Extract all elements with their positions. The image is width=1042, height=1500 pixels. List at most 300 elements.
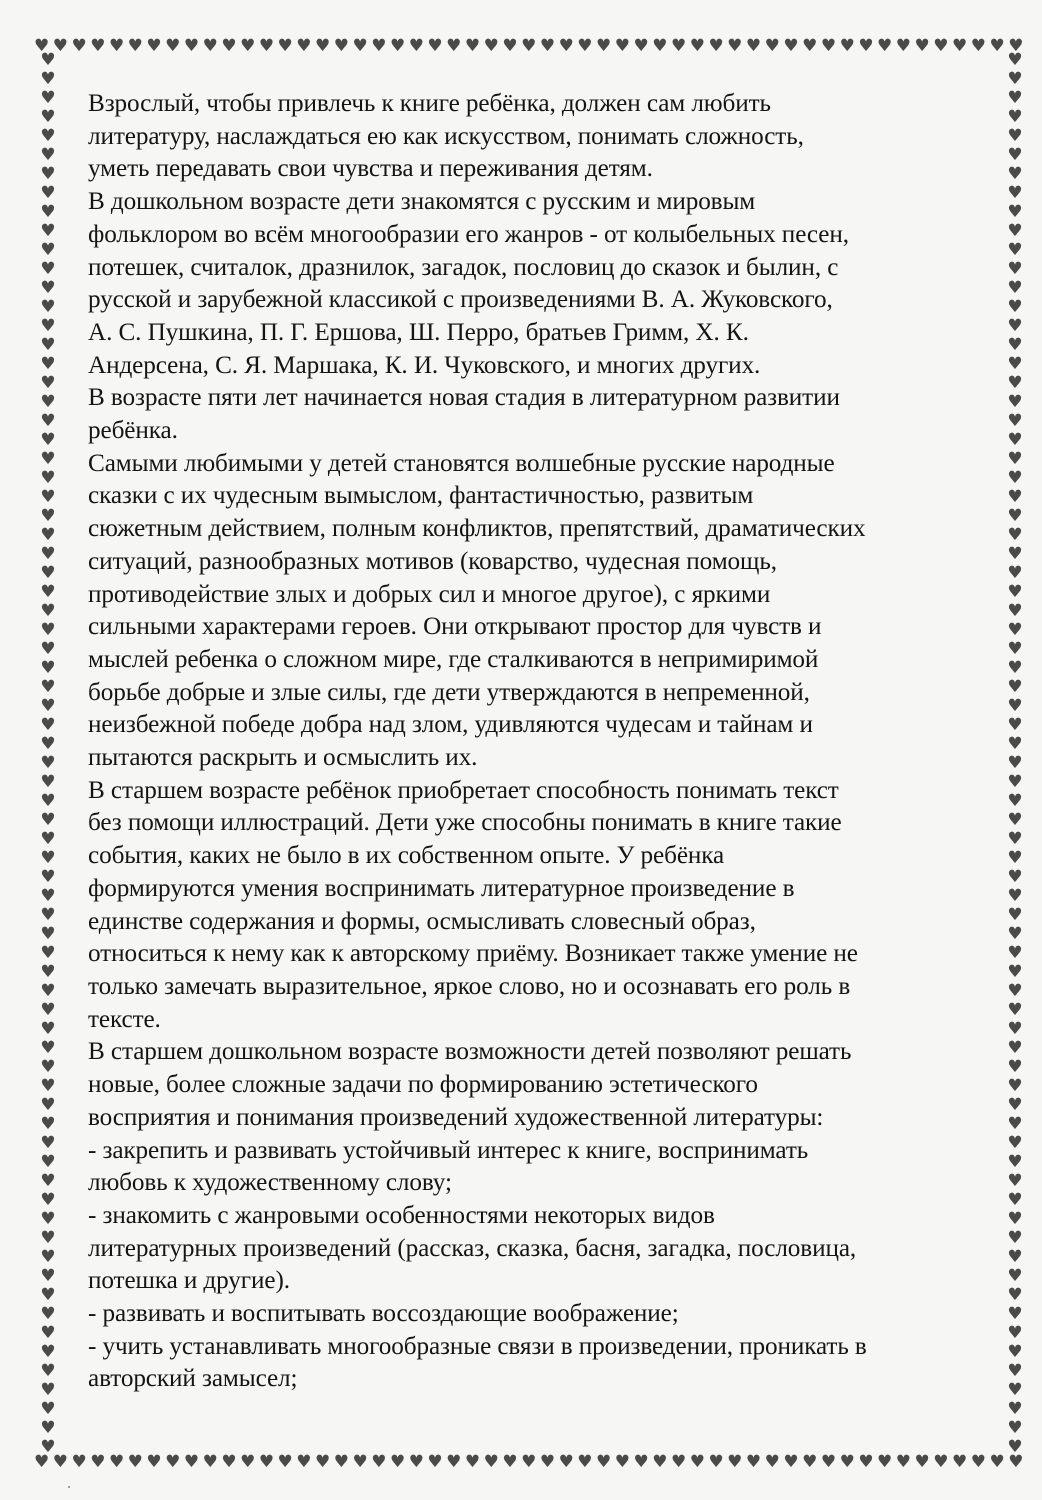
heart-icon: ♥ <box>895 1452 912 1472</box>
heart-icon: ♥ <box>1007 1361 1023 1381</box>
heart-icon: ♥ <box>40 240 56 260</box>
heart-icon: ♥ <box>277 36 293 56</box>
heart-icon: ♥ <box>1007 316 1023 336</box>
heart-icon: ♥ <box>40 563 56 583</box>
heart-icon: ♥ <box>40 164 56 184</box>
heart-icon: ♥ <box>389 36 406 56</box>
heart-icon: ♥ <box>40 468 56 488</box>
heart-icon: ♥ <box>40 411 56 431</box>
heart-icon: ♥ <box>1007 69 1023 89</box>
text-line: - закрепить и развивать устойчивый интерес к книге, воспринимать <box>88 1136 809 1164</box>
text-line: сюжетным действием, полным конфликтов, препятствий, драматических <box>88 515 866 543</box>
heart-icon: ♥ <box>40 620 56 640</box>
text-line: единстве содержания и формы, осмысливать словесный образ, <box>88 907 756 935</box>
heart-icon: ♥ <box>40 354 56 374</box>
heart-icon: ♥ <box>40 772 56 792</box>
heart-icon: ♥ <box>914 36 930 56</box>
heart-icon: ♥ <box>1007 677 1023 697</box>
heart-icon: ♥ <box>40 981 56 1001</box>
heart-icon: ♥ <box>1007 107 1023 127</box>
text-line: события, каких не было в их собственном опыте. У ребёнка <box>88 842 725 870</box>
heart-icon: ♥ <box>408 1452 424 1472</box>
heart-icon: ♥ <box>652 1452 668 1472</box>
heart-icon: ♥ <box>371 36 387 56</box>
scan-speck <box>68 1486 70 1488</box>
heart-icon: ♥ <box>40 1361 56 1381</box>
heart-icon: ♥ <box>502 36 518 56</box>
heart-icon: ♥ <box>40 316 56 336</box>
heart-icon: ♥ <box>40 943 56 963</box>
heart-icon: ♥ <box>40 734 56 754</box>
heart-icon: ♥ <box>40 1399 56 1419</box>
heart-icon: ♥ <box>1007 563 1023 583</box>
text-line: без помощи иллюстраций. Дети уже способны понимать в книге такие <box>88 809 842 837</box>
heart-border-top <box>34 36 1024 56</box>
heart-icon: ♥ <box>1007 1247 1023 1267</box>
heart-icon: ♥ <box>1007 468 1023 488</box>
heart-icon: ♥ <box>1007 392 1023 412</box>
heart-icon: ♥ <box>1007 1304 1023 1324</box>
heart-icon: ♥ <box>40 601 56 621</box>
heart-icon: ♥ <box>40 848 56 868</box>
heart-icon: ♥ <box>1007 525 1023 545</box>
heart-icon: ♥ <box>40 867 56 887</box>
text-line: любовь к художественному слову; <box>88 1169 452 1197</box>
heart-icon: ♥ <box>1007 582 1023 602</box>
heart-icon: ♥ <box>52 36 68 56</box>
heart-icon: ♥ <box>614 1452 631 1472</box>
heart-icon: ♥ <box>1007 487 1023 507</box>
heart-icon: ♥ <box>40 1380 56 1400</box>
text-line: пытаются раскрыть и осмыслить их. <box>88 744 478 772</box>
heart-icon: ♥ <box>40 430 56 450</box>
heart-icon: ♥ <box>1007 734 1023 754</box>
heart-icon: ♥ <box>558 1452 574 1472</box>
heart-icon: ♥ <box>633 1452 649 1472</box>
heart-icon: ♥ <box>1008 36 1024 56</box>
heart-icon: ♥ <box>296 1452 312 1472</box>
heart-icon: ♥ <box>783 36 799 56</box>
heart-icon: ♥ <box>40 1228 56 1248</box>
text-line: литературу, наслаждаться ею как искусством, понимать сложность, <box>88 122 804 150</box>
text-line: литературных произведений (рассказ, сказка, басня, загадка, пословица, <box>88 1234 857 1262</box>
text-line: потешка и другие). <box>88 1267 290 1295</box>
heart-icon: ♥ <box>371 1452 387 1472</box>
heart-icon: ♥ <box>483 36 499 56</box>
heart-icon: ♥ <box>40 544 56 564</box>
heart-icon: ♥ <box>40 1285 56 1305</box>
heart-icon: ♥ <box>652 36 668 56</box>
heart-icon: ♥ <box>40 639 56 659</box>
text-line: Андерсена, С. Я. Маршака, К. И. Чуковского, и многих других. <box>88 351 761 379</box>
text-line: формируются умения воспринимать литературное произведение в <box>88 874 795 902</box>
heart-icon: ♥ <box>146 1452 162 1472</box>
heart-icon: ♥ <box>1007 1323 1023 1343</box>
text-line: А. С. Пушкина, П. Г. Ершова, Ш. Перро, братьев Гримм, Х. К. <box>88 318 749 346</box>
heart-icon: ♥ <box>1007 886 1023 906</box>
heart-icon: ♥ <box>40 278 56 298</box>
heart-icon: ♥ <box>40 525 56 545</box>
heart-icon: ♥ <box>1007 867 1023 887</box>
heart-icon: ♥ <box>389 1452 406 1472</box>
heart-icon: ♥ <box>183 36 200 56</box>
heart-icon: ♥ <box>1007 373 1023 393</box>
heart-icon: ♥ <box>539 36 556 56</box>
text-line: только замечать выразительное, яркое слово, но и осознавать его роль в <box>88 972 851 1000</box>
heart-icon: ♥ <box>633 36 649 56</box>
heart-icon: ♥ <box>1007 354 1023 374</box>
heart-icon: ♥ <box>1007 753 1023 773</box>
heart-icon: ♥ <box>1007 905 1023 925</box>
heart-icon: ♥ <box>521 1452 537 1472</box>
heart-icon: ♥ <box>40 1133 56 1153</box>
heart-icon: ♥ <box>40 126 56 146</box>
heart-icon: ♥ <box>40 1342 56 1362</box>
heart-icon: ♥ <box>970 1452 986 1472</box>
heart-icon: ♥ <box>34 1452 50 1472</box>
text-line: - развивать и воспитывать воссоздающие воображение; <box>88 1300 679 1328</box>
text-line: ребёнка. <box>88 417 178 445</box>
text-line: тексте. <box>88 1005 161 1033</box>
heart-icon: ♥ <box>315 36 331 56</box>
heart-icon: ♥ <box>820 36 837 56</box>
heart-icon: ♥ <box>90 36 106 56</box>
heart-icon: ♥ <box>40 1114 56 1134</box>
heart-icon: ♥ <box>1007 1209 1023 1229</box>
text-line: В дошкольном возрасте дети знакомятся с русским и мировым <box>88 188 756 216</box>
heart-icon: ♥ <box>951 36 968 56</box>
text-line: сказки с их чудесным вымыслом, фантастичностью, развитым <box>88 482 754 510</box>
heart-icon: ♥ <box>40 52 56 70</box>
heart-icon: ♥ <box>1007 810 1023 830</box>
heart-icon: ♥ <box>1007 715 1023 735</box>
heart-icon: ♥ <box>1007 924 1023 944</box>
heart-icon: ♥ <box>1007 259 1023 279</box>
heart-icon: ♥ <box>689 36 705 56</box>
heart-icon: ♥ <box>40 335 56 355</box>
heart-icon: ♥ <box>40 924 56 944</box>
heart-icon: ♥ <box>933 1452 949 1472</box>
text-line: мыслей ребенка о сложном мире, где сталкиваются в непримиримой <box>88 645 819 673</box>
heart-icon: ♥ <box>40 658 56 678</box>
heart-icon: ♥ <box>1007 848 1023 868</box>
heart-icon: ♥ <box>108 36 125 56</box>
text-line: русской и зарубежной классикой с произведениями В. А. Жуковского, <box>88 286 833 314</box>
heart-icon: ♥ <box>40 1418 56 1438</box>
heart-icon: ♥ <box>40 1437 56 1457</box>
heart-icon: ♥ <box>839 1452 855 1472</box>
heart-icon: ♥ <box>1007 1095 1023 1115</box>
heart-icon: ♥ <box>689 1452 705 1472</box>
heart-icon: ♥ <box>577 36 593 56</box>
heart-icon: ♥ <box>670 36 687 56</box>
heart-icon: ♥ <box>40 791 56 811</box>
heart-icon: ♥ <box>146 36 162 56</box>
heart-icon: ♥ <box>1007 1114 1023 1134</box>
heart-icon: ♥ <box>240 36 256 56</box>
heart-icon: ♥ <box>596 36 612 56</box>
heart-icon: ♥ <box>40 373 56 393</box>
text-line: В старшем дошкольном возрасте возможности детей позволяют решать <box>88 1038 852 1066</box>
heart-icon: ♥ <box>1007 88 1023 108</box>
heart-icon: ♥ <box>40 1076 56 1096</box>
heart-icon: ♥ <box>427 36 443 56</box>
heart-icon: ♥ <box>877 1452 893 1472</box>
heart-icon: ♥ <box>127 1452 143 1472</box>
text-line: относиться к нему как к авторскому приёму. Возникает также умение не <box>88 940 858 968</box>
heart-icon: ♥ <box>783 1452 799 1472</box>
heart-icon: ♥ <box>40 582 56 602</box>
heart-icon: ♥ <box>352 1452 368 1472</box>
heart-icon: ♥ <box>90 1452 106 1472</box>
heart-icon: ♥ <box>240 1452 256 1472</box>
heart-icon: ♥ <box>202 1452 218 1472</box>
heart-icon: ♥ <box>614 36 631 56</box>
heart-icon: ♥ <box>40 145 56 165</box>
heart-icon: ♥ <box>352 36 368 56</box>
heart-icon: ♥ <box>40 1266 56 1286</box>
heart-icon: ♥ <box>52 1452 68 1472</box>
text-line: уметь передавать свои чувства и переживания детям. <box>88 155 653 183</box>
heart-icon: ♥ <box>40 1000 56 1020</box>
heart-icon: ♥ <box>727 1452 743 1472</box>
heart-icon: ♥ <box>802 36 818 56</box>
text-line: потешек, считалок, дразнилок, загадок, пословиц до сказок и былин, с <box>88 253 839 281</box>
heart-icon: ♥ <box>933 36 949 56</box>
heart-icon: ♥ <box>1007 145 1023 165</box>
heart-icon: ♥ <box>40 1038 56 1058</box>
heart-icon: ♥ <box>895 36 912 56</box>
heart-icon: ♥ <box>802 1452 818 1472</box>
heart-icon: ♥ <box>71 1452 87 1472</box>
heart-icon: ♥ <box>914 1452 930 1472</box>
heart-icon: ♥ <box>539 1452 556 1472</box>
heart-icon: ♥ <box>40 506 56 526</box>
text-line: - знакомить с жанровыми особенностями некоторых видов <box>88 1201 715 1229</box>
text-line: неизбежной победе добра над злом, удивляются чудесам и тайнам и <box>88 711 813 739</box>
heart-icon: ♥ <box>40 449 56 469</box>
heart-icon: ♥ <box>1007 620 1023 640</box>
heart-icon: ♥ <box>1007 943 1023 963</box>
heart-icon: ♥ <box>40 183 56 203</box>
heart-icon: ♥ <box>1007 52 1023 70</box>
heart-icon: ♥ <box>40 905 56 925</box>
heart-icon: ♥ <box>1007 1285 1023 1305</box>
heart-icon: ♥ <box>40 392 56 412</box>
heart-icon: ♥ <box>1007 829 1023 849</box>
heart-icon: ♥ <box>165 1452 181 1472</box>
heart-icon: ♥ <box>40 88 56 108</box>
heart-icon: ♥ <box>40 677 56 697</box>
heart-icon: ♥ <box>40 753 56 773</box>
heart-icon: ♥ <box>315 1452 331 1472</box>
heart-icon: ♥ <box>1007 658 1023 678</box>
heart-icon: ♥ <box>521 36 537 56</box>
heart-icon: ♥ <box>40 1019 56 1039</box>
heart-icon: ♥ <box>1007 1019 1023 1039</box>
heart-icon: ♥ <box>970 36 986 56</box>
heart-icon: ♥ <box>40 202 56 222</box>
heart-icon: ♥ <box>40 1304 56 1324</box>
heart-icon: ♥ <box>427 1452 443 1472</box>
text-line: Самыми любимыми у детей становятся волшебные русские народные <box>88 449 835 477</box>
heart-icon: ♥ <box>745 1452 762 1472</box>
heart-icon: ♥ <box>40 221 56 241</box>
heart-icon: ♥ <box>1007 601 1023 621</box>
heart-icon: ♥ <box>1007 639 1023 659</box>
document-body <box>88 88 993 1396</box>
text-line: авторский замысел; <box>88 1365 298 1393</box>
text-line: В старшем возрасте ребёнок приобретает способность понимать текст <box>88 776 839 804</box>
heart-icon: ♥ <box>165 36 181 56</box>
heart-icon: ♥ <box>464 36 481 56</box>
heart-icon: ♥ <box>1007 1133 1023 1153</box>
heart-icon: ♥ <box>1007 1266 1023 1286</box>
heart-border-left <box>38 52 58 1457</box>
heart-icon: ♥ <box>596 1452 612 1472</box>
heart-icon: ♥ <box>127 36 143 56</box>
heart-icon: ♥ <box>1008 1452 1024 1472</box>
heart-icon: ♥ <box>1007 240 1023 260</box>
heart-icon: ♥ <box>820 1452 837 1472</box>
heart-icon: ♥ <box>40 1095 56 1115</box>
heart-icon: ♥ <box>40 715 56 735</box>
heart-icon: ♥ <box>1007 1228 1023 1248</box>
heart-icon: ♥ <box>1007 772 1023 792</box>
text-line: противодействие злых и добрых сил и многое другое), с яркими <box>88 580 771 608</box>
text-line: новые, более сложные задачи по формированию эстетического <box>88 1071 758 1099</box>
heart-icon: ♥ <box>40 1323 56 1343</box>
heart-icon: ♥ <box>708 1452 724 1472</box>
heart-icon: ♥ <box>483 1452 499 1472</box>
heart-icon: ♥ <box>1007 297 1023 317</box>
heart-icon: ♥ <box>34 36 50 56</box>
heart-icon: ♥ <box>296 36 312 56</box>
heart-icon: ♥ <box>446 36 462 56</box>
heart-icon: ♥ <box>989 36 1005 56</box>
heart-icon: ♥ <box>40 1171 56 1191</box>
heart-icon: ♥ <box>1007 202 1023 222</box>
heart-icon: ♥ <box>40 1190 56 1210</box>
heart-icon: ♥ <box>1007 1152 1023 1172</box>
heart-icon: ♥ <box>108 1452 125 1472</box>
heart-icon: ♥ <box>258 1452 275 1472</box>
heart-icon: ♥ <box>951 1452 968 1472</box>
heart-icon: ♥ <box>558 36 574 56</box>
heart-icon: ♥ <box>1007 981 1023 1001</box>
heart-icon: ♥ <box>221 36 237 56</box>
heart-icon: ♥ <box>858 36 874 56</box>
heart-icon: ♥ <box>1007 221 1023 241</box>
text-line: восприятия и понимания произведений художественной литературы: <box>88 1103 824 1131</box>
heart-icon: ♥ <box>1007 183 1023 203</box>
heart-icon: ♥ <box>1007 1171 1023 1191</box>
text-line: В возрасте пяти лет начинается новая стадия в литературном развитии <box>88 384 840 412</box>
heart-icon: ♥ <box>839 36 855 56</box>
text-line: ситуаций, разнообразных мотивов (коварство, чудесная помощь, <box>88 547 777 575</box>
heart-icon: ♥ <box>1007 506 1023 526</box>
heart-icon: ♥ <box>258 36 275 56</box>
heart-icon: ♥ <box>40 810 56 830</box>
heart-icon: ♥ <box>40 696 56 716</box>
heart-icon: ♥ <box>1007 430 1023 450</box>
text-line: - учить устанавливать многообразные связи в произведении, проникать в <box>88 1332 867 1360</box>
heart-icon: ♥ <box>333 1452 349 1472</box>
heart-icon: ♥ <box>708 36 724 56</box>
heart-icon: ♥ <box>1007 1076 1023 1096</box>
heart-icon: ♥ <box>1007 164 1023 184</box>
heart-icon: ♥ <box>764 36 780 56</box>
heart-icon: ♥ <box>989 1452 1005 1472</box>
heart-icon: ♥ <box>1007 411 1023 431</box>
heart-icon: ♥ <box>40 829 56 849</box>
heart-icon: ♥ <box>40 1247 56 1267</box>
text-line: борьбе добрые и злые силы, где дети утверждаются в непременной, <box>88 678 810 706</box>
heart-icon: ♥ <box>1007 1190 1023 1210</box>
heart-icon: ♥ <box>221 1452 237 1472</box>
heart-icon: ♥ <box>40 69 56 89</box>
heart-icon: ♥ <box>1007 1057 1023 1077</box>
text-line: Взрослый, чтобы привлечь к книге ребёнка, должен сам любить <box>88 90 771 117</box>
heart-icon: ♥ <box>1007 1342 1023 1362</box>
text-line: фольклором во всём многообразии его жанров - от колыбельных песен, <box>88 220 849 248</box>
heart-icon: ♥ <box>577 1452 593 1472</box>
heart-icon: ♥ <box>40 259 56 279</box>
heart-icon: ♥ <box>1007 1000 1023 1020</box>
heart-icon: ♥ <box>40 962 56 982</box>
heart-icon: ♥ <box>40 107 56 127</box>
heart-icon: ♥ <box>333 36 349 56</box>
heart-icon: ♥ <box>40 1057 56 1077</box>
heart-icon: ♥ <box>183 1452 200 1472</box>
heart-icon: ♥ <box>71 36 87 56</box>
heart-border-right <box>1005 52 1025 1457</box>
heart-icon: ♥ <box>1007 962 1023 982</box>
heart-icon: ♥ <box>40 1152 56 1172</box>
heart-icon: ♥ <box>1007 126 1023 146</box>
heart-icon: ♥ <box>40 297 56 317</box>
heart-border-bottom <box>34 1452 1024 1472</box>
heart-icon: ♥ <box>1007 696 1023 716</box>
heart-icon: ♥ <box>877 36 893 56</box>
heart-icon: ♥ <box>40 1209 56 1229</box>
heart-icon: ♥ <box>1007 278 1023 298</box>
heart-icon: ♥ <box>727 36 743 56</box>
heart-icon: ♥ <box>446 1452 462 1472</box>
heart-icon: ♥ <box>1007 1418 1023 1438</box>
heart-icon: ♥ <box>1007 1399 1023 1419</box>
heart-icon: ♥ <box>1007 791 1023 811</box>
text-line: сильными характерами героев. Они открывают простор для чувств и <box>88 613 822 641</box>
heart-icon: ♥ <box>1007 1437 1023 1457</box>
heart-icon: ♥ <box>464 1452 481 1472</box>
heart-icon: ♥ <box>1007 1038 1023 1058</box>
heart-icon: ♥ <box>858 1452 874 1472</box>
heart-icon: ♥ <box>277 1452 293 1472</box>
heart-icon: ♥ <box>40 487 56 507</box>
heart-icon: ♥ <box>764 1452 780 1472</box>
heart-icon: ♥ <box>1007 544 1023 564</box>
heart-icon: ♥ <box>408 36 424 56</box>
heart-icon: ♥ <box>1007 449 1023 469</box>
heart-icon: ♥ <box>202 36 218 56</box>
heart-icon: ♥ <box>40 886 56 906</box>
heart-icon: ♥ <box>1007 1380 1023 1400</box>
heart-icon: ♥ <box>1007 335 1023 355</box>
heart-icon: ♥ <box>502 1452 518 1472</box>
heart-icon: ♥ <box>745 36 762 56</box>
heart-icon: ♥ <box>670 1452 687 1472</box>
